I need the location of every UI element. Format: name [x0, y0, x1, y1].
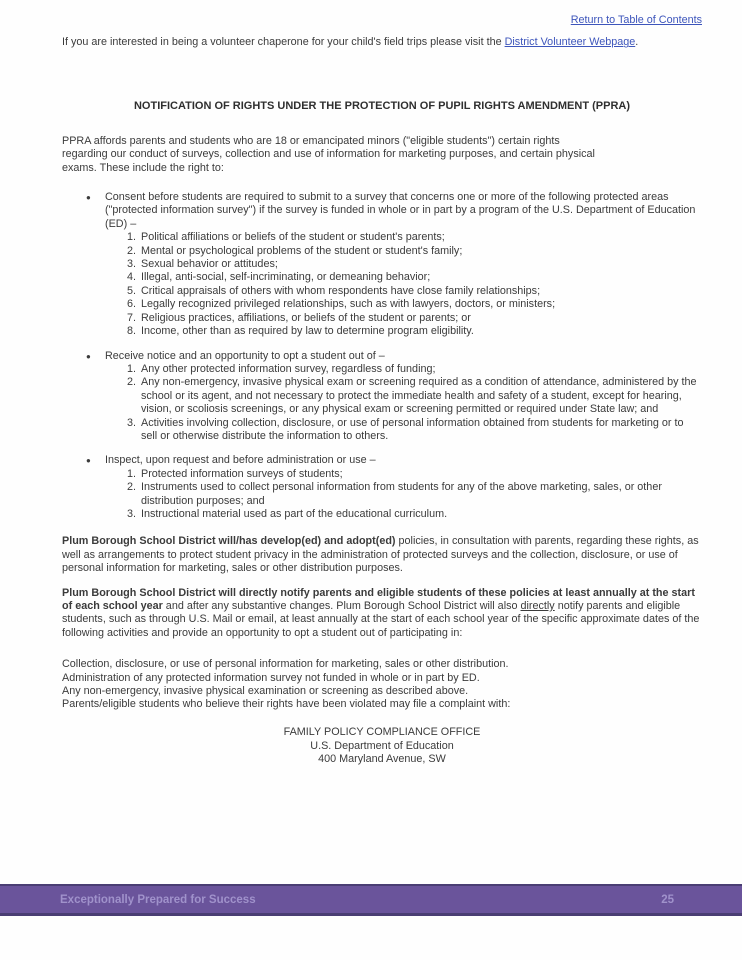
sublist-item: 4. Illegal, anti-social, self-incriminating, or demeaning behavior; — [139, 271, 702, 284]
sublist-item: 5. Critical appraisals of others with whom respondents have close family relationships; — [139, 285, 702, 298]
sublist-item: 8. Income, other than as required by law to determine program eligibility. — [139, 325, 702, 338]
bullet-text: Inspect, upon request and before administration or use – — [105, 454, 376, 467]
notify-rest-2: notify parents and eligible students, such as through U.S. Mail or email, at least annually at the start of each school year of the specific approximate dates of the following activities and provide an opportunity to opt a student out of participating in: — [62, 600, 700, 639]
sublist-item: 2. Instruments used to collect personal information from students for any of the above marketing, sales, or other distribution purposes; and — [139, 481, 702, 508]
sublist-item: 3. Sexual behavior or attitudes; — [139, 258, 702, 271]
complaint-office-name: FAMILY POLICY COMPLIANCE OFFICE — [283, 725, 481, 738]
notify-bold-text: Plum Borough School District will directly notify parents and eligible students of these policies at least annually at the start of each school year — [62, 586, 695, 612]
notify-underlined-word: directly — [520, 600, 555, 612]
bullet-item — [62, 350, 702, 444]
complaint-office-address: 400 Maryland Avenue, SW — [318, 753, 446, 766]
policies-bold-text: Plum Borough School District will/has develop(ed) and adopt(ed) — [62, 535, 396, 548]
sublist-item: 3. Activities involving collection, disclosure, or use of personal information obtained from students for marketing or to sell or otherwise distribute the information to others. — [139, 417, 702, 444]
district-volunteer-webpage-link[interactable]: District Volunteer Webpage — [504, 36, 636, 49]
intro-text-after: . — [635, 36, 639, 49]
intro-text-before: If you are interested in being a volunteer chaperone for your child's field trips please visit the — [62, 36, 505, 49]
rights-bullet-list — [62, 191, 702, 521]
sublist-item: 7. Religious practices, affiliations, or beliefs of the student or parents; or — [139, 312, 702, 325]
numbered-sublist — [119, 231, 702, 338]
activity-line: Any non-emergency, invasive physical examination or screening as described above. — [62, 685, 469, 698]
toc-link-row — [62, 14, 702, 27]
sublist-item: 1. Any other protected information survey, regardless of funding; — [139, 363, 702, 376]
sublist-item: 2. Any non-emergency, invasive physical exam or screening required as a condition of attendance, administered by the school or its agent, and not necessary to protect the immediate health and safety of a student, except for hearing, vision, or scoliosis screenings, or any physical exam or screening permitted or required under State law; and — [139, 376, 702, 416]
bullet-content — [105, 191, 702, 338]
activity-lines — [62, 658, 702, 712]
complaint-office-department: U.S. Department of Education — [310, 739, 454, 752]
footer-page-number: 25 — [661, 893, 674, 906]
activity-line: Parents/eligible students who believe their rights have been violated may file a complaint with: — [62, 698, 511, 711]
sublist-item: 1. Protected information surveys of students; — [139, 468, 702, 481]
bullet-item — [62, 191, 702, 338]
notify-rest-1: and after any substantive changes. Plum Borough School District will also — [162, 600, 521, 612]
policies-rest-text: policies, in consultation with parents, regarding these rights, as well as arrangements to protect student privacy in the administration of protected surveys and the collection, disclosure, or use of personal information for marketing, sales or other distribution purposes. — [62, 535, 699, 575]
lead-paragraph: PPRA affords parents and students who are 18 or emancipated minors ("eligible students") certain rights regarding our conduct of surveys, collection and use of information for marketing purposes, and certain physical exams. These include the right to: — [62, 134, 595, 174]
sublist-item: 6. Legally recognized privileged relationships, such as with lawyers, doctors, or ministers; — [139, 298, 702, 311]
notify-paragraph — [62, 587, 702, 641]
bullet-item — [62, 454, 702, 521]
sublist-item: 2. Mental or psychological problems of the student or student's family; — [139, 245, 702, 258]
return-to-toc-link[interactable]: Return to Table of Contents — [570, 14, 702, 26]
bullet-icon: ● — [86, 193, 91, 203]
intro-paragraph — [62, 36, 702, 49]
numbered-sublist — [119, 363, 702, 443]
policies-paragraph — [62, 535, 702, 575]
bullet-icon: ● — [86, 456, 91, 466]
activity-line: Collection, disclosure, or use of personal information for marketing, sales or other distribution. — [62, 658, 509, 671]
numbered-sublist — [119, 468, 702, 522]
bullet-text: Consent before students are required to submit to a survey that concerns one or more of the following protected areas ("protected information survey") if the survey is funded in whole or in part by a program of the U.S. Department of Education (ED) – — [105, 191, 696, 230]
bullet-text: Receive notice and an opportunity to opt a student out of – — [105, 349, 385, 362]
sublist-item: 1. Political affiliations or beliefs of the student or student's parents; — [139, 231, 702, 244]
sublist-item: 3. Instructional material used as part of the educational curriculum. — [139, 508, 702, 521]
page-title: NOTIFICATION OF RIGHTS UNDER THE PROTECTION OF PUPIL RIGHTS AMENDMENT (PPRA) — [133, 99, 630, 112]
bullet-icon: ● — [86, 351, 91, 361]
footer-bar — [0, 884, 742, 916]
complaint-office-block — [62, 726, 702, 767]
footer-motto: Exceptionally Prepared for Success — [60, 893, 256, 906]
activity-line: Administration of any protected information survey not funded in whole or in part by ED. — [62, 671, 480, 684]
bullet-content — [105, 454, 702, 521]
bullet-content — [105, 350, 702, 444]
